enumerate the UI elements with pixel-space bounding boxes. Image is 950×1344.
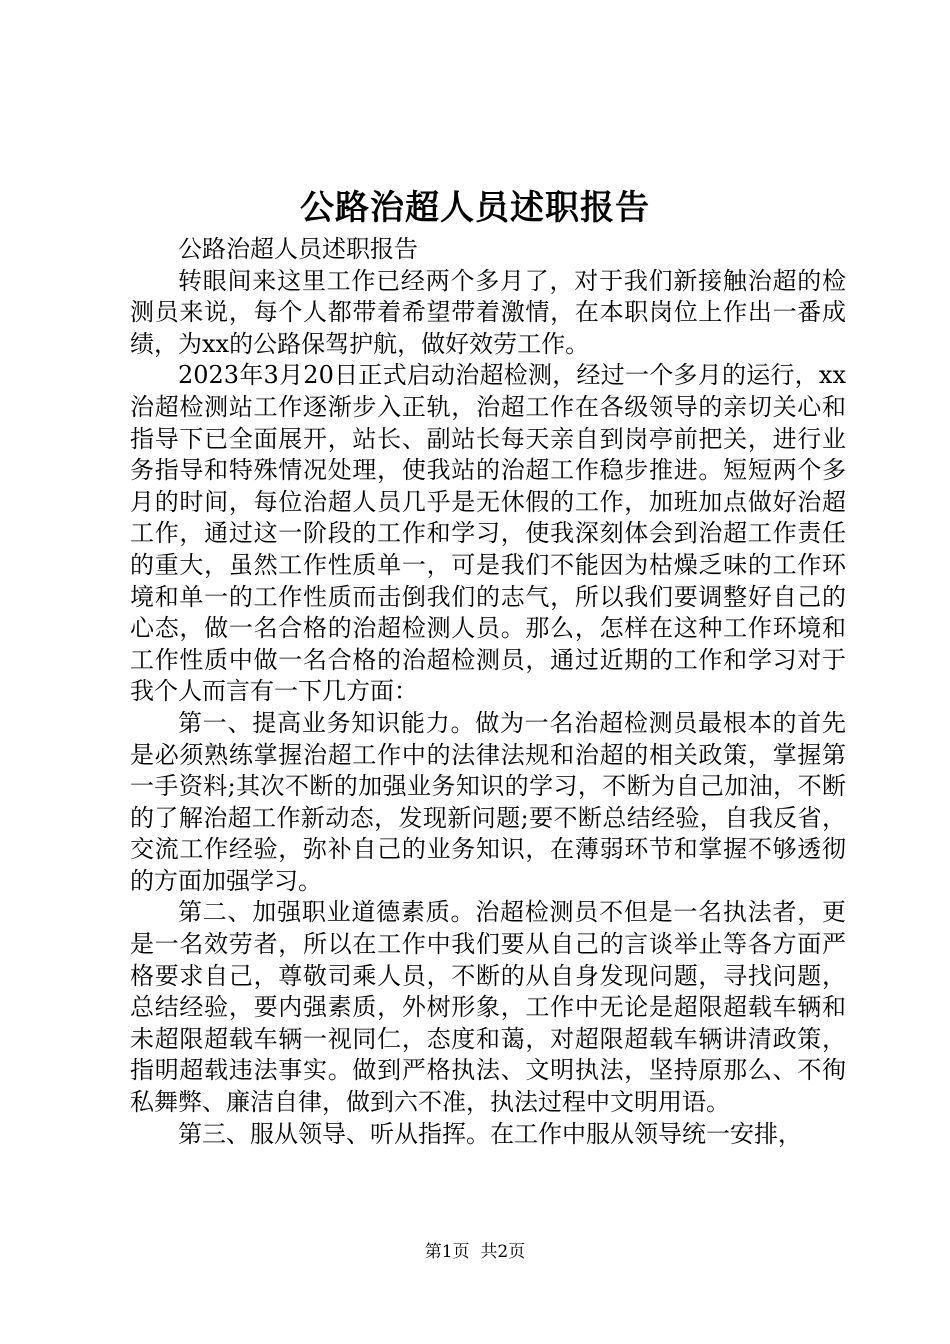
paragraph-point-one: 第一、提高业务知识能力。做为一名治超检测员最根本的首先是必须熟练掌握治超工作中的法律法规和治超的相关政策，掌握第一手资料;其次不断的加强业务知识的学习，不断为自己加油，不断的了解治超工作新动态，发现新问题;要不断总结经验，自我反省，交流工作经验，弥补自己的业务知识，在薄弱环节和掌握不够透彻的方面加强学习。 bbox=[130, 708, 846, 895]
document-title: 公路治超人员述职报告 bbox=[300, 188, 650, 228]
paragraph-point-two: 第二、加强职业道德素质。治超检测员不但是一名执法者，更是一名效劳者，所以在工作中我们要从自己的言谈举止等各方面严格要求自己，尊敬司乘人员，不断的从自身发现问题，寻找问题，总结经验，要内强素质，外树形象，工作中无论是超限超载车辆和未超限超载车辆一视同仁，态度和蔼，对超限超载车辆讲清政策，指明超载违法事实。做到严格执法、文明执法，坚持原那么、不徇私舞弊、廉洁自律，做到六不准，执法过程中文明用语。 bbox=[130, 898, 846, 1117]
paragraph-subtitle: 公路治超人员述职报告 bbox=[178, 235, 418, 263]
paragraph-background: 2023年3月20日正式启动治超检测，经过一个多月的运行，xx治超检测站工作逐渐步入正轨，治超工作在各级领导的亲切关心和指导下已全面展开，站长、副站长每天亲自到岗亭前把关，进行业务指导和特殊情况处理，使我站的治超工作稳步推进。短短两个多月的时间，每位治超人员几乎是无休假的工作，加班加点做好治超工作，通过这一阶段的工作和学习，使我深刻体会到治超工作责任的重大，虽然工作性质单一，可是我们不能因为枯燥乏味的工作环境和单一的工作性质而击倒我们的志气，所以我们要调整好自己的心态，做一名合格的治超检测人员。那么，怎样在这种工作环境和工作性质中做一名合格的治超检测员，通过近期的工作和学习对于我个人而言有一下几方面： bbox=[130, 361, 846, 706]
page-total: 共2页 bbox=[480, 1242, 526, 1262]
page-footer bbox=[0, 1240, 950, 1264]
page-number: 第1页 bbox=[424, 1242, 470, 1262]
document-body bbox=[130, 234, 846, 1150]
paragraph-point-three: 第三、服从领导、听从指挥。在工作中服从领导统一安排， bbox=[178, 1119, 802, 1148]
paragraph-intro: 转眼间来这里工作已经两个多月了，对于我们新接触治超的检测员来说，每个人都带着希望带着激情，在本职岗位上作出一番成绩，为xx的公路保驾护航，做好效劳工作。 bbox=[130, 266, 846, 358]
